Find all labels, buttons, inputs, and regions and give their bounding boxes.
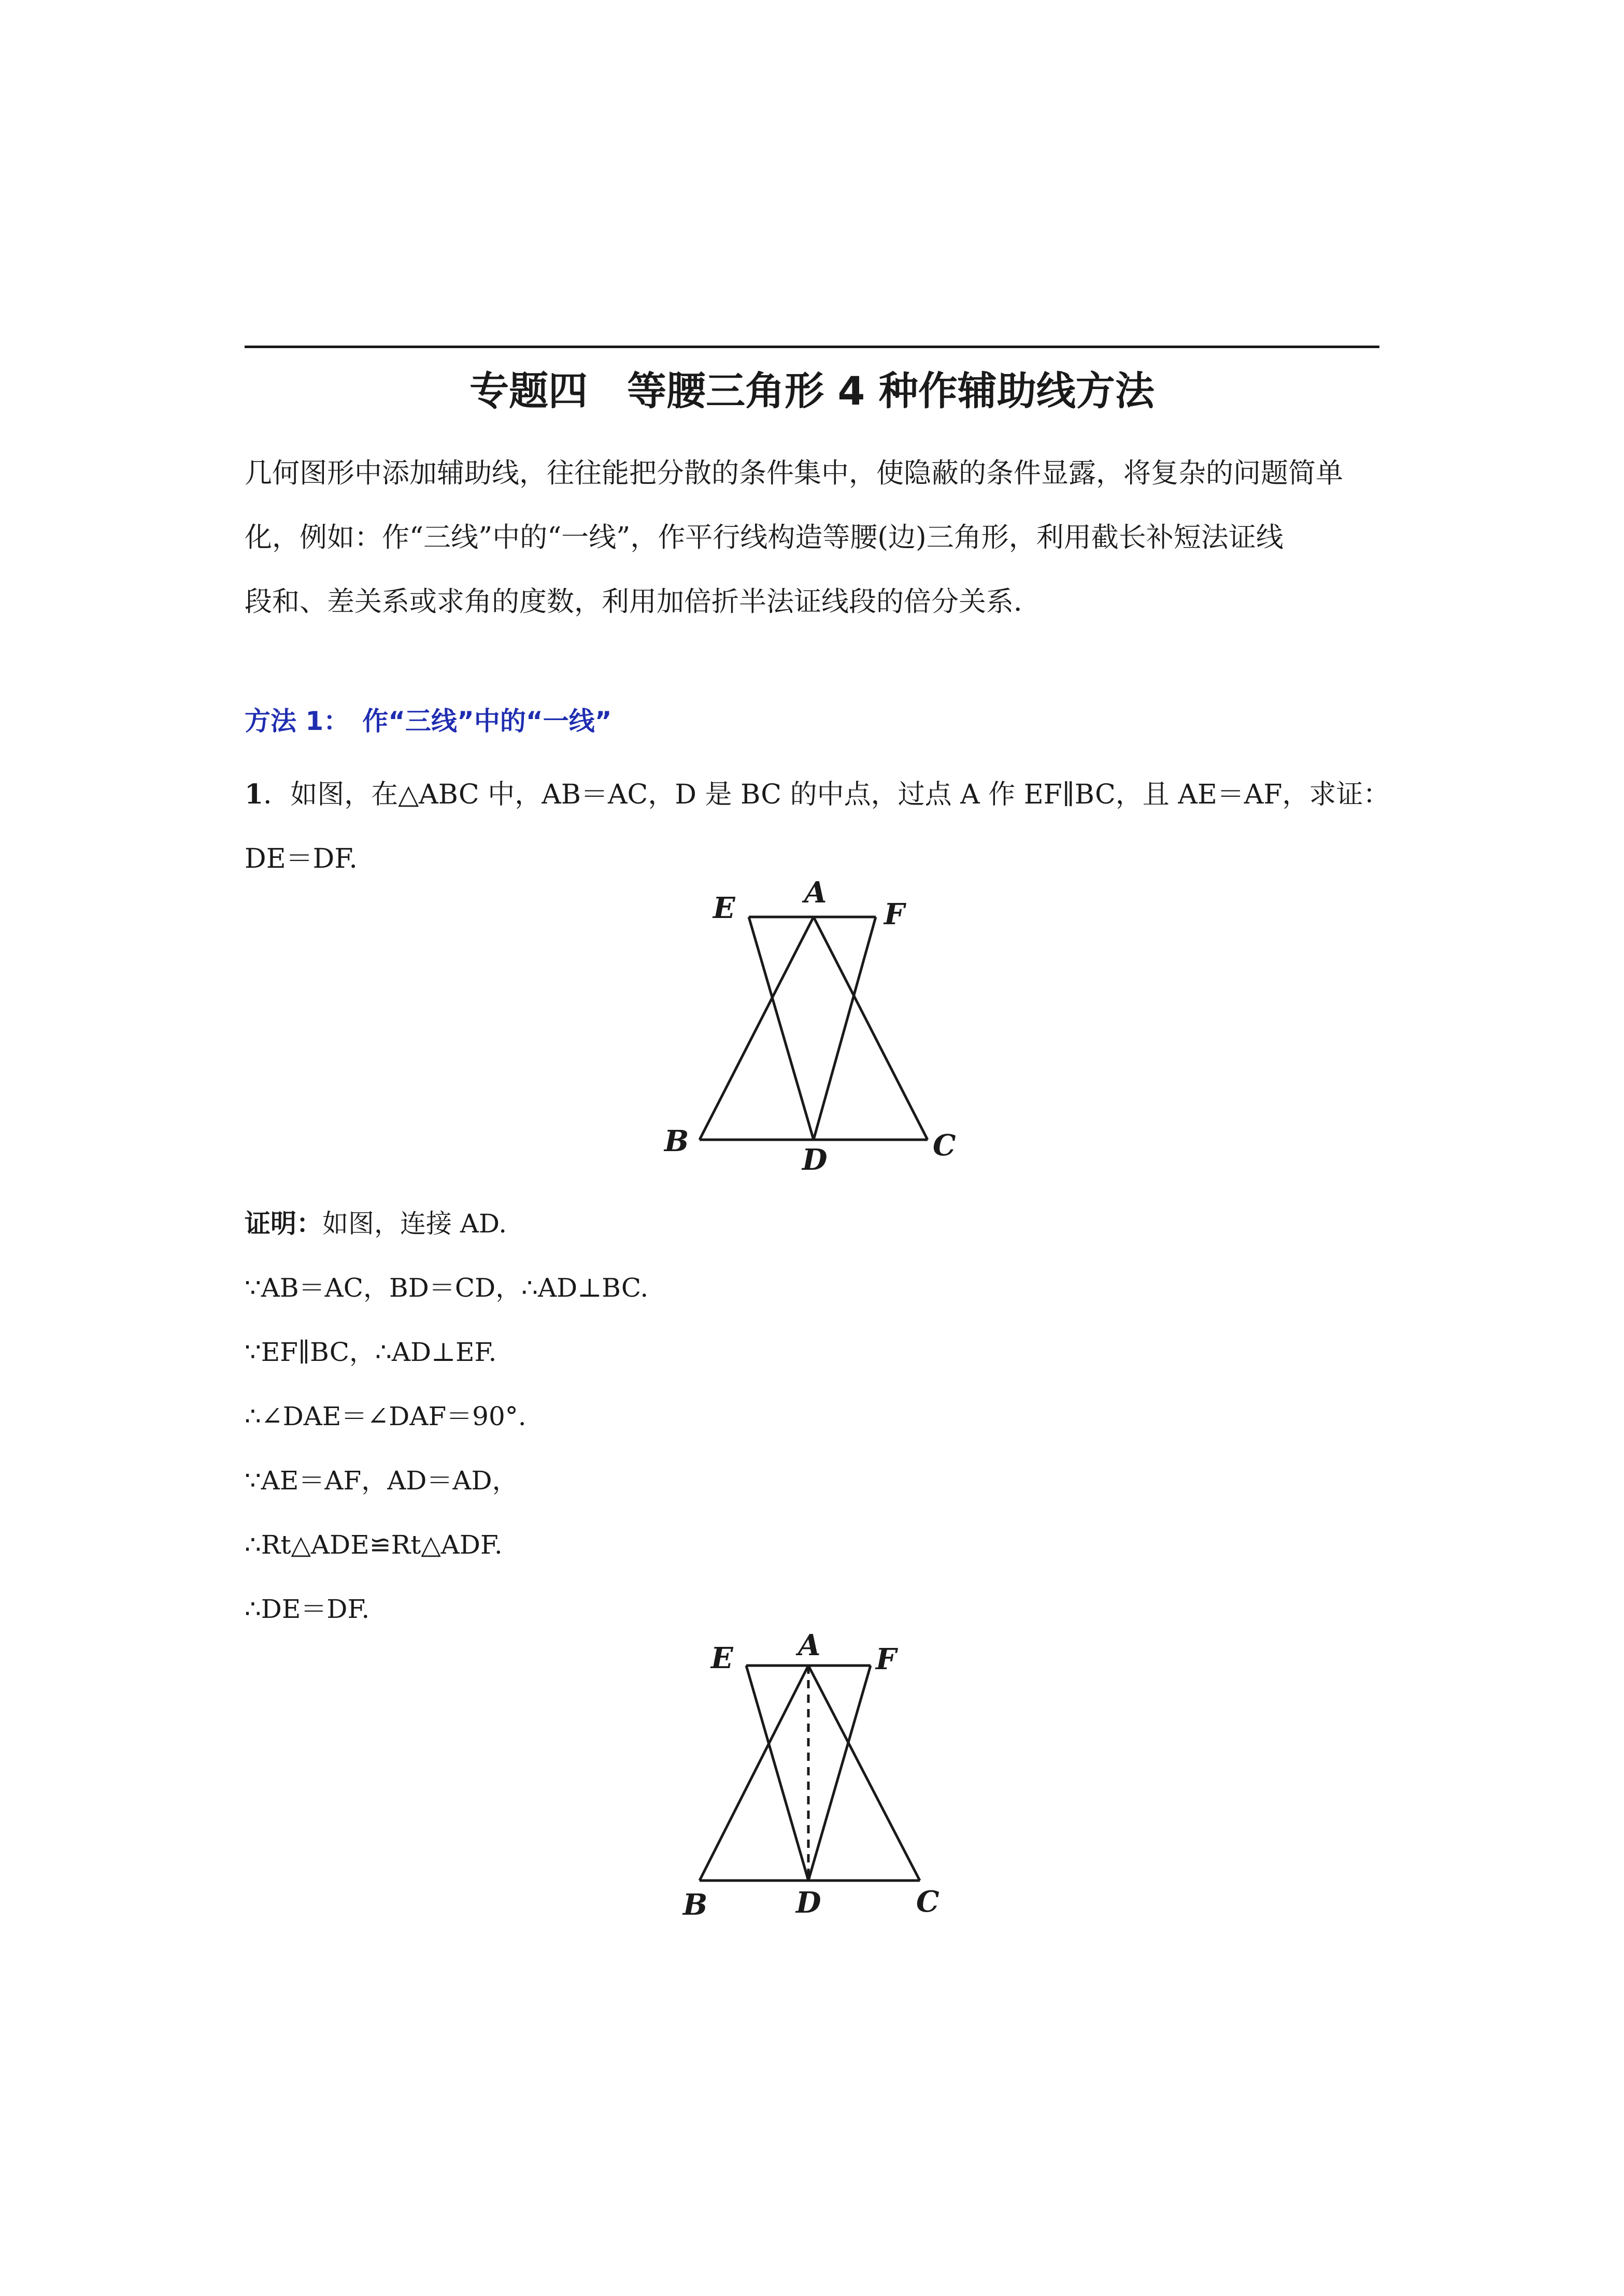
intro-line: 化，例如：作“三线”中的“一线”，作平行线构造等腰(边)三角形，利用截长补短法证线 — [245, 522, 1284, 553]
intro-line: 几何图形中添加辅助线，往往能把分散的条件集中，使隐蔽的条件显露，将复杂的问题简单 — [245, 457, 1343, 489]
label-B: B — [664, 1124, 689, 1158]
segment-DF — [808, 1666, 871, 1881]
proof-step: ∵EF∥BC，∴AD⊥EF. — [245, 1337, 497, 1367]
label-D: D — [802, 1143, 828, 1171]
intro-paragraph — [245, 441, 1379, 634]
proof-step: ∴∠DAE＝∠DAF＝90°. — [245, 1401, 526, 1431]
proof-line — [245, 1192, 648, 1256]
segment-DE — [746, 1666, 808, 1881]
proof-heading: 证明： — [245, 1209, 322, 1239]
segment-AC — [814, 917, 928, 1140]
label-E: E — [713, 891, 735, 925]
proof-figure — [668, 1632, 959, 1922]
problem-number: 1 — [245, 779, 264, 810]
segment-AB — [700, 917, 814, 1140]
segment-DF — [814, 917, 876, 1140]
label-A: A — [798, 1632, 821, 1662]
segment-DE — [749, 917, 814, 1140]
page-title: 专题四 等腰三角形 4 种作辅助线方法 — [469, 368, 1155, 414]
proof-step: ∵AB＝AC，BD＝CD，∴AD⊥BC. — [245, 1273, 649, 1303]
problem-text: ．如图，在△ABC 中，AB＝AC，D 是 BC 的中点，过点 A 作 EF∥BC，且 AE＝AF，求证： — [263, 779, 1390, 810]
problem-line: DE＝DF. — [245, 843, 358, 874]
label-D: D — [796, 1886, 821, 1920]
label-B: B — [683, 1888, 708, 1922]
label-C: C — [933, 1128, 956, 1163]
problem-line — [245, 763, 1390, 827]
segment-AC — [808, 1666, 920, 1881]
proof-first-step: 如图，连接 AD. — [322, 1209, 507, 1239]
label-F: F — [884, 897, 905, 931]
label-C: C — [916, 1885, 939, 1919]
intro-line: 段和、差关系或求角的度数，利用加倍折半法证线段的倍分关系． — [245, 586, 1041, 618]
proof-step: ∴DE＝DF. — [245, 1594, 370, 1624]
label-F: F — [876, 1642, 896, 1676]
problem-figure — [658, 870, 969, 1171]
proof-step: ∴Rt△ADE≌Rt△ADF. — [245, 1530, 503, 1560]
proof — [245, 1192, 648, 1641]
label-E: E — [711, 1641, 733, 1675]
proof-step: ∵AE＝AF，AD＝AD， — [245, 1466, 518, 1496]
label-A: A — [804, 876, 827, 910]
header-rule — [245, 346, 1379, 348]
method-heading: 方法 1： 作“三线”中的“一线” — [245, 706, 612, 736]
segment-AB — [700, 1666, 808, 1881]
